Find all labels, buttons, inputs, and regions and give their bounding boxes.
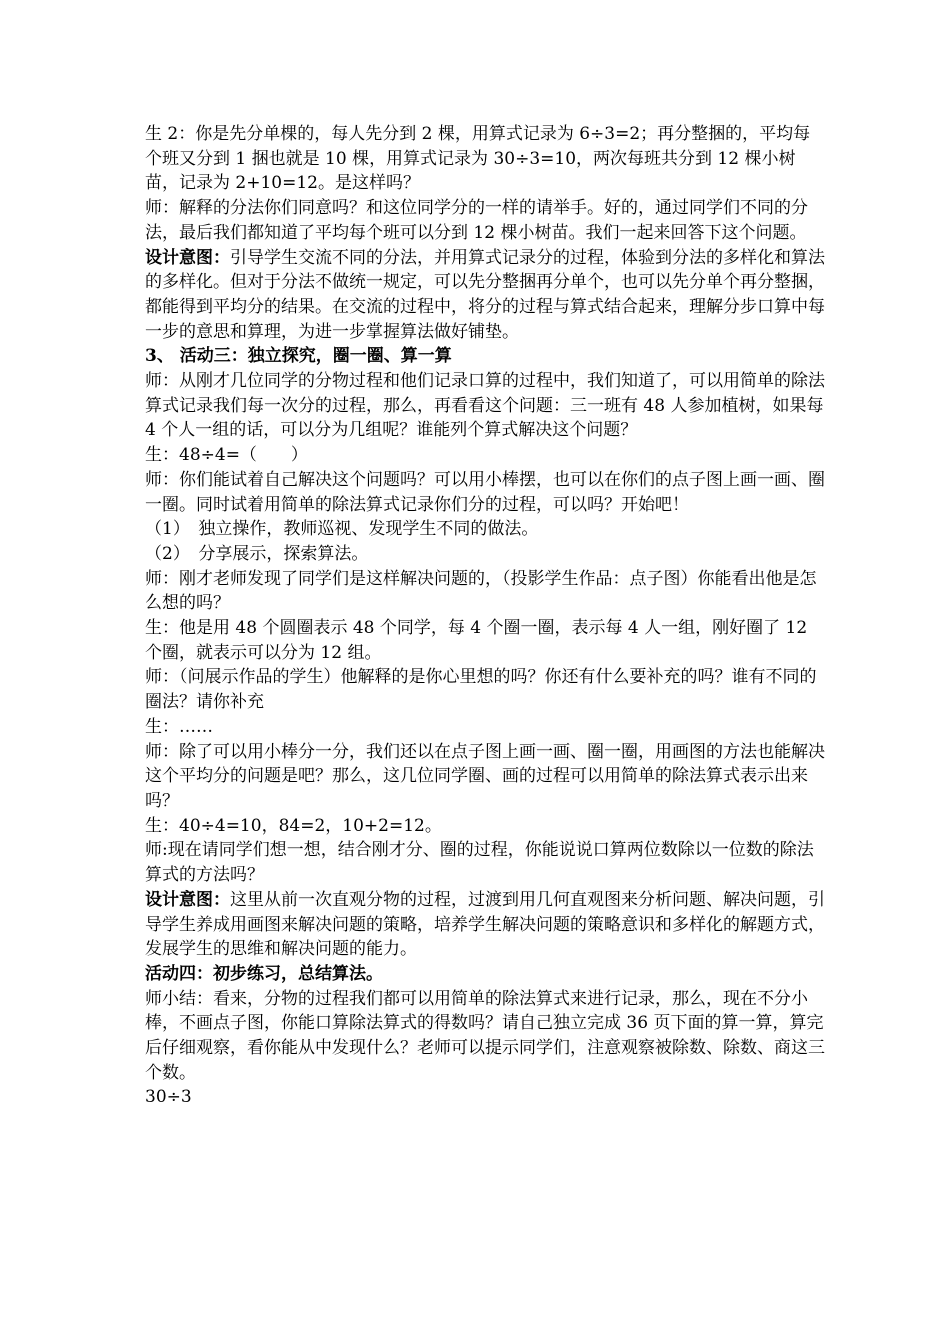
paragraph-text: 这里从前一次直观分物的过程，过渡到用几何直观图来分析问题、解决问题，引导学生养成用画图来解决问题的策略，培养学生解决问题的策略意识和多样化的解题方式，发展学生的思维和解决问题的能力。	[145, 889, 825, 960]
document-page	[145, 122, 825, 1110]
paragraph-text: 师：从刚才几位同学的分物过程和他们记录口算的过程中，我们知道了，可以用简单的除法算式记录我们每一次分的过程，那么，再看看这个问题：三一班有 48 人参加植树，如果每 4 个人一组的话，可以分为几组呢？谁能列个算式解决这个问题？	[145, 371, 825, 441]
paragraph-teacher-drawing	[145, 740, 825, 814]
list-item-text: （1） 独立操作，教师巡视、发现学生不同的做法。	[145, 519, 539, 540]
paragraph-student-2-explanation	[145, 122, 825, 196]
paragraph-student-circles	[145, 616, 825, 665]
paragraph-student-equation	[145, 443, 825, 468]
list-item-2	[145, 542, 825, 567]
paragraph-text: 30÷3	[145, 1087, 192, 1108]
paragraph-text: 引导学生交流不同的分法，并用算式记录分的过程，体验到分法的多样化和算法的多样化。但对于分法不做统一规定，可以先分整捆再分单个，也可以先分单个再分整捆，都能得到平均分的结果。在交流的过程中，将分的过程与算式结合起来，理解分步口算中每一步的意思和算理，为进一步掌握算法做好铺垫。	[145, 247, 825, 342]
paragraph-text: 师:现在请同学们想一想，结合刚才分、圈的过程，你能说说口算两位数除以一位数的除法算式的方法吗？	[145, 840, 814, 886]
paragraph-text: 生：40÷4=10，84=2，10+2=12。	[145, 815, 442, 836]
paragraph-teacher-question	[145, 369, 825, 443]
paragraph-text: 生：他是用 48 个圆圈表示 48 个同学，每 4 个圈一圈，表示每 4 人一组，刚好圈了 12 个圈，就表示可以分为 12 组。	[145, 618, 808, 663]
paragraph-exercise	[145, 1085, 825, 1110]
paragraph-student-calculation	[145, 814, 825, 839]
paragraph-teacher-method	[145, 838, 825, 887]
paragraph-text: 师：解释的分法你们同意吗？和这位同学分的一样的请举手。好的，通过同学们不同的分法，最后我们都知道了平均每个班可以分到 12 棵小树苗。我们一起来回答下这个问题。	[145, 198, 808, 243]
paragraph-design-intent-2	[145, 888, 825, 962]
paragraph-text: 师：除了可以用小棒分一分，我们还以在点子图上画一画、圈一圈，用画图的方法也能解决这个平均分的问题是吧？那么，这几位同学圈、画的过程可以用简单的除法算式表示出来吗？	[145, 741, 825, 811]
heading-activity-3	[145, 344, 825, 369]
paragraph-text: 师：刚才老师发现了同学们是这样解决问题的，（投影学生作品：点子图）你能看出他是怎么想的吗？	[145, 568, 817, 614]
paragraph-student-ellipsis	[145, 715, 825, 740]
heading-text: 3、 活动三：独立探究，圈一圈、算一算	[145, 346, 452, 367]
paragraph-teacher-projection	[145, 567, 825, 616]
design-intent-label: 设计意图：	[145, 247, 230, 268]
paragraph-teacher-agreement	[145, 196, 825, 245]
list-item-text: （2） 分享展示，探索算法。	[145, 543, 369, 564]
paragraph-teacher-follow-up	[145, 665, 825, 714]
paragraph-teacher-try	[145, 468, 825, 517]
paragraph-text: 师：你们能试着自己解决这个问题吗？可以用小棒摆，也可以在你们的点子图上画一画、圈一圈。同时试着用简单的除法算式记录你们分的过程，可以吗？开始吧！	[145, 469, 825, 515]
heading-text: 活动四：初步练习，总结算法。	[145, 963, 383, 984]
paragraph-text: 师：（问展示作品的学生）他解释的是你心里想的吗？你还有什么要补充的吗？谁有不同的圈法？请你补充	[145, 667, 817, 713]
paragraph-design-intent-1	[145, 246, 825, 345]
design-intent-label: 设计意图：	[145, 889, 230, 910]
paragraph-text: 生：48÷4=（ ）	[145, 445, 308, 466]
list-item-1	[145, 517, 825, 542]
paragraph-text: 生 2：你是先分单棵的，每人先分到 2 棵，用算式记录为 6÷3=2；再分整捆的，平均每个班又分到 1 捆也就是 10 棵，用算式记录为 30÷3=10，两次每班共分到 12 棵小树苗，记录为 2+10=12。是这样吗？	[145, 124, 811, 194]
paragraph-teacher-summary	[145, 987, 825, 1086]
heading-activity-4	[145, 962, 825, 987]
paragraph-text: 生：……	[145, 716, 213, 737]
paragraph-text: 师小结：看来，分物的过程我们都可以用简单的除法算式来进行记录，那么，现在不分小棒，不画点子图，你能口算除法算式的得数吗？请自己独立完成 36 页下面的算一算，算完后仔细观察，看你能从中发现什么？老师可以提示同学们，注意观察被除数、除数、商这三个数。	[145, 988, 825, 1083]
